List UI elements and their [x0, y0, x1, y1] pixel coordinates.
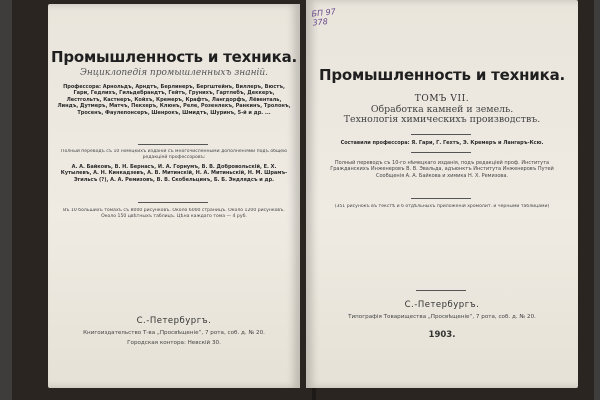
right-subject-1: Обработка камней и земель.	[370, 104, 514, 115]
left-publisher: Книгоиздательство Т-ва „Просвѣщеніе“, 7 рота, соб. д. № 20.	[83, 330, 265, 336]
right-rule-2	[411, 152, 471, 153]
left-volumes-note: Въ 10 большихъ томахъ съ 8000 рисунковъ. Около 6000 страницъ. Около 1200 рисунковъ. Около 150 цвѣтныхъ таблицъ. Цѣна каждаго тома — 4 руб.	[63, 208, 285, 219]
right-rule-3	[411, 198, 471, 199]
right-volume: ТОМЪ VII.	[414, 94, 470, 104]
right-year: 1903.	[428, 330, 456, 340]
right-illustrations-note: (351 рисунокъ въ текстѣ и 6 отдѣльныхъ приложеній хромолит. и черными таблицами)	[334, 204, 550, 209]
left-city: С.-Петербургъ.	[136, 316, 212, 326]
left-rule-1	[138, 144, 208, 145]
right-subject-2: Технологія химическихъ производствъ.	[343, 114, 541, 125]
left-rule-2	[138, 202, 208, 203]
left-editors: А. А. Байковъ, В. Н. Бернасъ, И. А. Горнумъ, В. В. Добровольскій, Е. Х. Кутылевъ, А. Н. Кинкадзевъ, А. В. Митинскій, Н. А. Митиньскій, Н. М. Шрамъ-Эгильсъ (?), А. А. Ремизовъ, В. В. Скобельцинъ, Б. Б. Эндлядсъ и др.	[60, 164, 288, 183]
right-printer: Типографія Товарищества „Просвѣщеніе“, 7 рота, соб. д. № 20.	[348, 314, 536, 320]
left-page	[48, 4, 300, 388]
library-stamp	[311, 6, 343, 27]
right-translation-note: Полный переводъ съ 10-го нѣмецкаго изданія, подъ редакціей проф. Института Гражданскихъ Инженеровъ В. В. Эвальда, адъюнктъ Института Инженеровъ Путей Сообщенія А. А. Байкова и химика Н. Х. Ремизова.	[330, 160, 554, 179]
right-page	[306, 0, 578, 388]
right-title: Промышленность и техника.	[319, 66, 565, 84]
left-authors: Профессора: Арнольдъ, Арндтъ, Берлинеръ, Бергштейнъ, Виллеръ, Вюстъ, Гари, Гедлихъ, Гильдебрандтъ, Гейтъ, Грунихъ, Гартлебъ, Деккеръ, Лестгольтъ, Кастнеръ, Койхъ, Кремеръ, Крафтъ, Лангдорфъ, Лёвенталь, Линдъ, Дутмеръ, Матчъ, Пекхеръ, Клюнъ, Реле, Розенлекъ, Ранкинъ, Тролонъ, Тросенъ, Фаулепонсеръ, Шенрокъ, Шмидтъ, Шуринъ, 5-й и др. ...	[57, 84, 291, 116]
right-city: С.-Петербургъ.	[404, 300, 480, 310]
left-title: Промышленность и техника.	[51, 48, 297, 66]
right-rule-1	[411, 134, 471, 135]
left-branch: Городская контора: Невскій 30.	[127, 340, 221, 346]
stamp-line-2: 378	[312, 16, 329, 28]
left-subtitle: Энциклопедія промышленныхъ знаній.	[79, 68, 269, 78]
right-compiled-by: Составили профессора: Я. Гари, Г. Гехтъ, Э. Кремеръ и Лангаръ-Ксю.	[340, 140, 544, 146]
stamp-line-1: БП 97	[311, 7, 337, 19]
right-rule-4	[416, 290, 466, 291]
left-translation-note: Полный переводъ съ 10 німецкихъ изданій съ многочисленными дополненіями подъ общею редакціей профессоровъ:	[61, 149, 287, 160]
